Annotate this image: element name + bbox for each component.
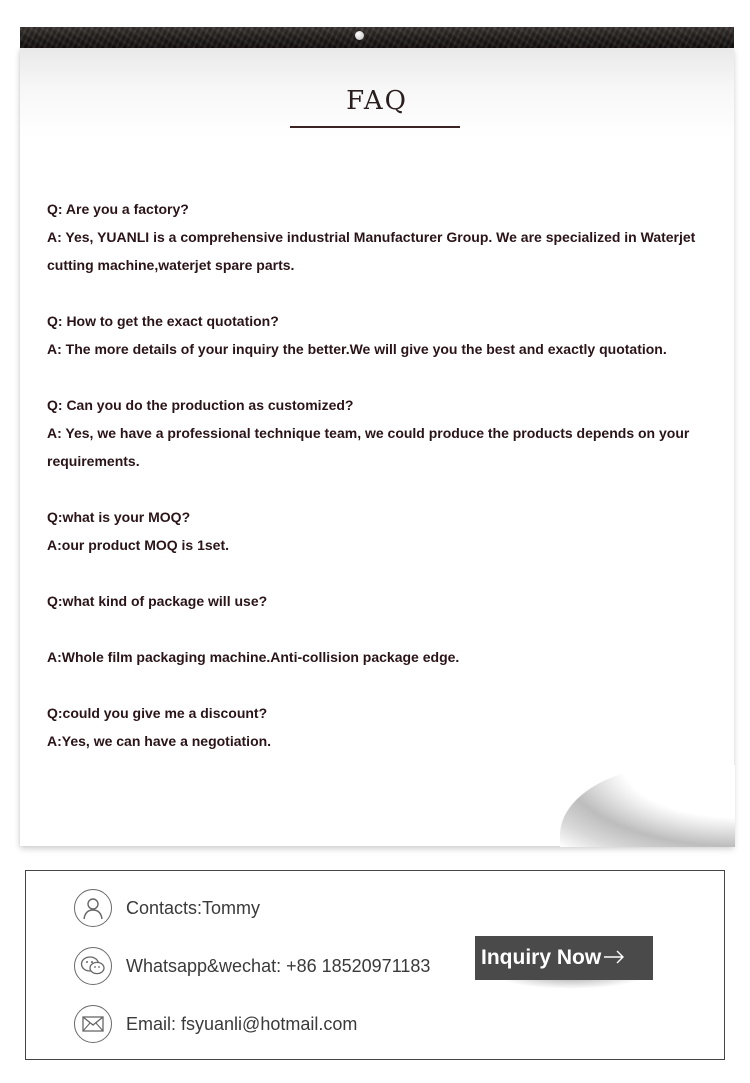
faq-item xyxy=(47,503,717,587)
leather-binding xyxy=(20,27,734,48)
contact-row-wechat xyxy=(74,947,430,985)
faq-answer: A: Yes, YUANLI is a comprehensive industrial Manufacturer Group. We are specialized in Waterjet xyxy=(47,229,696,245)
faq-answer: A:our product MOQ is 1set. xyxy=(47,537,230,553)
contact-row-email xyxy=(74,1005,357,1043)
faq-question: Q:what is your MOQ? xyxy=(47,509,191,525)
faq-item xyxy=(47,307,717,391)
inquiry-label: Inquiry Now xyxy=(481,946,602,969)
faq-question: Q: How to get the exact quotation? xyxy=(47,313,279,329)
email-address[interactable]: Email: fsyuanli@hotmail.com xyxy=(126,1013,358,1034)
faq-answer: A: The more details of your inquiry the better.We will give you the best and exactly quotation. xyxy=(47,341,667,357)
faq-answer: A:Whole film packaging machine.Anti-collision package edge. xyxy=(47,649,460,665)
contact-name: Contacts:Tommy xyxy=(126,897,261,918)
faq-list xyxy=(47,195,717,755)
contact-box xyxy=(25,870,725,1060)
title-underline xyxy=(290,126,460,128)
faq-question: Q:could you give me a discount? xyxy=(47,705,268,721)
faq-item xyxy=(47,391,717,503)
pin-icon xyxy=(355,31,364,40)
faq-item xyxy=(47,699,717,755)
faq-answer-cont: cutting machine,waterjet spare parts. xyxy=(47,257,295,273)
arrow-right-icon xyxy=(603,946,625,970)
contact-row-person xyxy=(74,889,260,927)
faq-item xyxy=(47,195,717,307)
whatsapp-wechat: Whatsapp&wechat: +86 18520971183 xyxy=(126,955,431,976)
faq-item xyxy=(47,587,717,699)
wechat-icon xyxy=(74,947,112,985)
page-title: FAQ xyxy=(346,86,408,116)
faq-question: Q: Are you a factory? xyxy=(47,201,189,217)
faq-answer: A:Yes, we can have a negotiation. xyxy=(47,733,272,749)
faq-question: Q:what kind of package will use? xyxy=(47,593,268,609)
person-icon xyxy=(74,889,112,927)
inquiry-now-button[interactable] xyxy=(475,936,653,980)
faq-answer: A: Yes, we have a professional technique team, we could produce the products depends on your xyxy=(47,425,690,441)
envelope-icon xyxy=(74,1005,112,1043)
faq-answer-cont: requirements. xyxy=(47,453,140,469)
faq-question: Q: Can you do the production as customized? xyxy=(47,397,354,413)
